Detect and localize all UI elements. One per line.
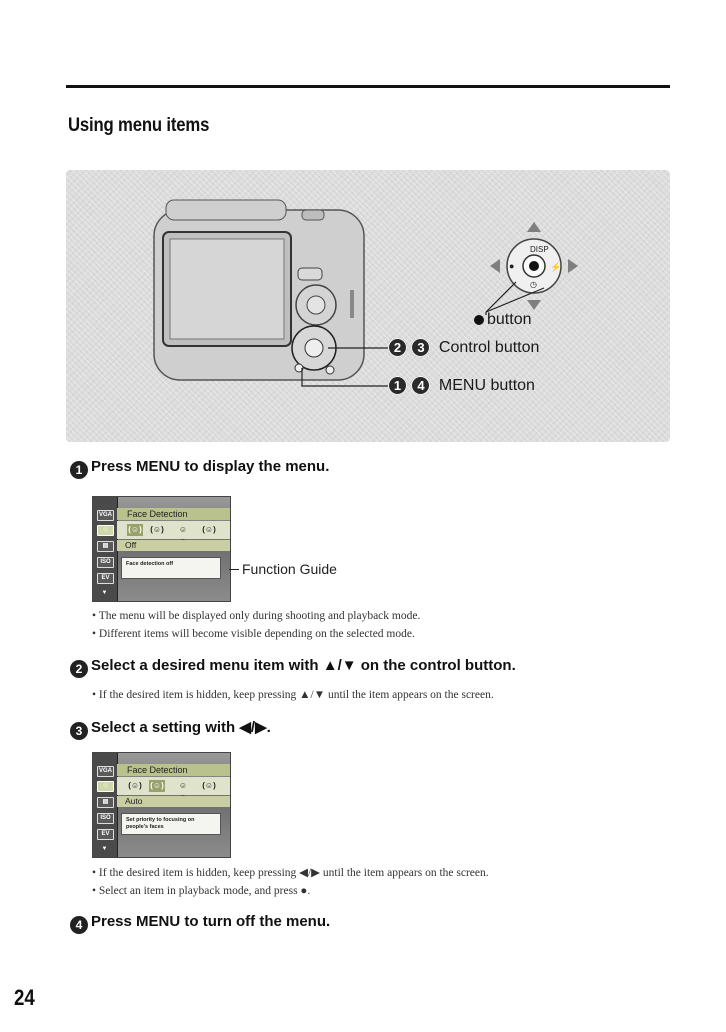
camera-illustration [66,170,670,442]
center-button-callout: button [474,311,531,329]
option-adult: (☺) [202,525,216,534]
center-button-icon [474,315,484,325]
camera-figure [66,170,670,442]
face-detection-icon: ☺ [97,525,114,536]
menu-value: Off [117,540,230,551]
step-3-bullet-1: • If the desired item is hidden, keep pressing ◀/▶ until the item appears on the screen. [92,867,489,879]
iso-icon: ISO [97,813,114,824]
menu-button-callout: 1 4 MENU button [388,376,535,395]
option-off: (☺) [128,525,142,534]
step-1-heading: 1 Press MENU to display the menu. [70,458,329,479]
step-3-heading: 3 Select a setting with ◀/▶. [70,719,271,740]
step-2-bullet-1: • If the desired item is hidden, keep pressing ▲/▼ until the item appears on the screen. [92,689,494,701]
svg-text:⚡: ⚡ [550,262,562,272]
menu-sidebar [93,497,118,601]
function-guide-box: Face detection off [121,557,221,579]
svg-text:◷: ◷ [530,280,537,289]
scroll-down-icon: ▼ [101,846,108,852]
svg-text:●: ● [509,261,515,271]
menu-screen-off [92,496,231,602]
function-guide-leader [229,569,239,570]
section-title: Using menu items [68,115,210,136]
image-size-icon: VGA [97,766,114,777]
option-off: (☺) [128,781,142,790]
option-auto: (☺) [150,525,164,534]
menu-item-title: Face Detection [117,764,230,776]
step-1-bullet-2: • Different items will become visible depending on the selected mode. [92,628,415,640]
menu-options [117,521,230,539]
menu-item-title: Face Detection [117,508,230,520]
step-1-marker: 1 [388,376,407,395]
display-icon: ▤ [97,797,114,808]
option-child: ☺ [178,525,188,534]
function-guide-box: Set priority to focusing on people's faces [121,813,221,835]
step-4-heading: 4 Press MENU to turn off the menu. [70,913,330,934]
step-4-marker: 4 [411,376,430,395]
ev-icon: EV [97,829,114,840]
function-guide-label: Function Guide [242,561,337,577]
image-size-icon: VGA [97,510,114,521]
face-detection-icon: ☺ [97,781,114,792]
ev-icon: EV [97,573,114,584]
option-auto: (☺) [150,781,164,790]
page-number: 24 [14,985,35,1010]
step-1-bullet-1: • The menu will be displayed only during shooting and playback mode. [92,610,421,622]
scroll-down-icon: ▼ [101,590,108,596]
display-icon: ▤ [97,541,114,552]
step-3-marker: 3 [411,338,430,357]
iso-icon: ISO [97,557,114,568]
option-child: ☺ [178,781,188,790]
menu-value: Auto [117,796,230,807]
step-3-bullet-2: • Select an item in playback mode, and press ●. [92,885,311,897]
header-rule [66,85,670,88]
menu-sidebar [93,753,118,857]
step-2-marker: 2 [388,338,407,357]
menu-options [117,777,230,795]
step-2-heading: 2 Select a desired menu item with ▲/▼ on the control button. [70,657,516,678]
control-button-callout: 2 3 Control button [388,338,539,357]
option-adult: (☺) [202,781,216,790]
svg-text:DISP: DISP [530,245,549,254]
menu-screen-auto [92,752,231,858]
